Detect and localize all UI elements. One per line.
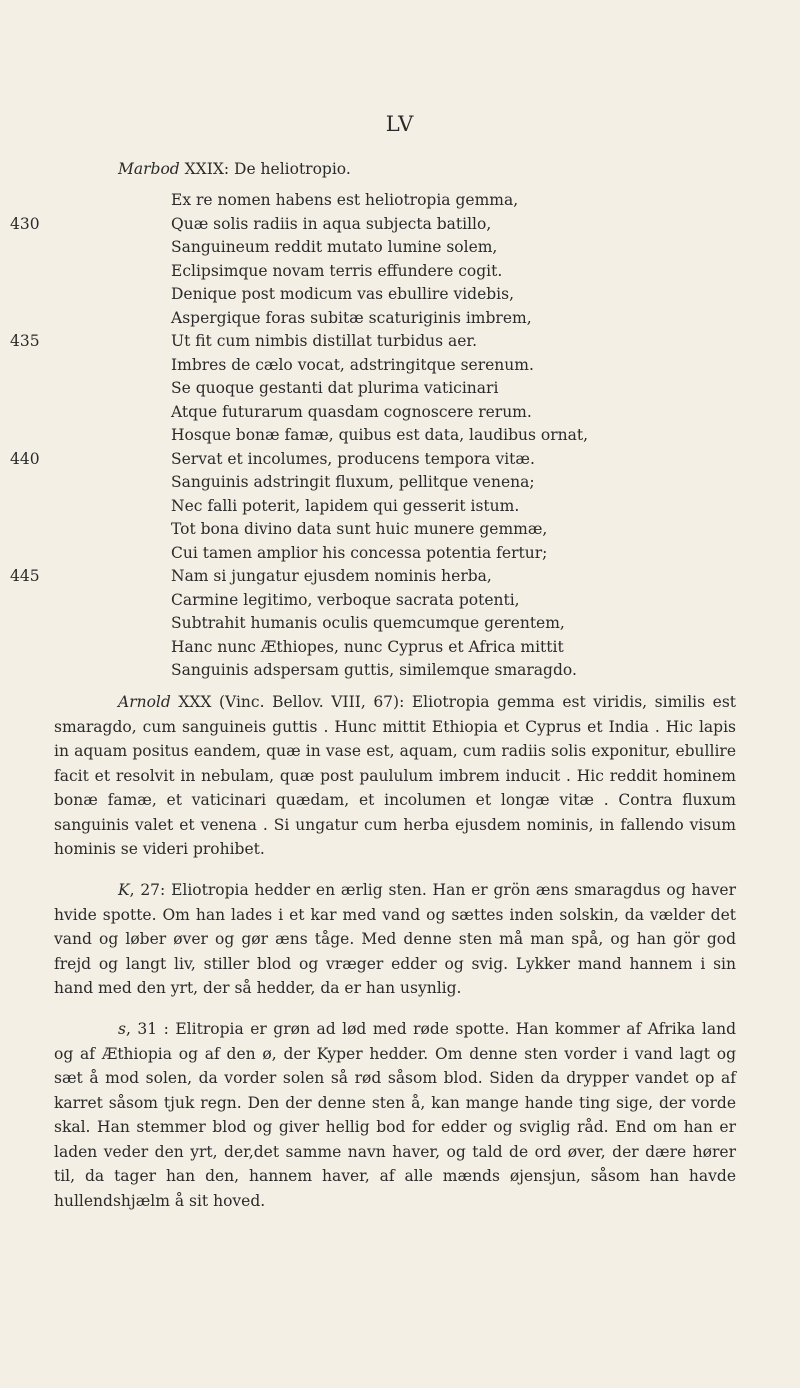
line-number: 445 (10, 567, 40, 585)
poem-line (171, 354, 731, 378)
line-number: 430 (10, 214, 40, 233)
poem-line-text: Sanguinis adspersam guttis, similemque smaragdo. (171, 661, 577, 679)
heading-title: XXIX: De heliotropio. (184, 160, 351, 178)
poem-line-text: Sanguinis adstringit fluxum, pellitque venena; (171, 473, 535, 491)
poem-line (171, 542, 731, 566)
poem-line-text: Carmine legitimo, verboque sacrata potenti, (171, 590, 520, 609)
poem-line (171, 518, 731, 542)
poem-line-text: Tot bona divino data sunt huic munere gemmæ, (171, 520, 548, 538)
paragraph-text: , 31 : Elitropia er grøn ad lød med røde spotte. Han kommer af Afrika land og af Æthiopia og af den ø, der Kyper hedder. Om denne sten vorder i vand lagt og sæt å mod solen, da vorder solen så rød såsom blod. Siden da drypper vandet op af karret såsom tjuk regn. Den der denne sten å, kan mange hande ting sige, der vorde skal. Han stemmer blod og giver hellig bod for edder og sviglig råd. End om han er laden veder den yrt, der,det samme navn haver, og tald de ord øver, der dære hører til, da tager han den, hannem haver, af alle mænds øjensjun, såsom han havde hullendshjælm å sit hoved. (54, 1020, 736, 1210)
poem-line (10, 565, 731, 589)
poem-line-text: Eclipsimque novam terris effundere cogit. (171, 261, 503, 280)
latin-poem (10, 189, 731, 683)
poem-line-text: Hosque bonæ famæ, quibus est data, laudibus ornat, (171, 426, 589, 444)
poem-line-text: Hanc nunc Æthiopes, nunc Cyprus et Africa mittit (171, 637, 564, 656)
section-heading (118, 160, 351, 178)
poem-line-text: Se quoque gestanti dat plurima vaticinari (171, 379, 499, 397)
poem-line-text: Ut fit cum nimbis distillat turbidus aer. (171, 332, 478, 350)
poem-line-text: Servat et incolumes, producens tempora vitæ. (171, 449, 535, 468)
poem-line (171, 659, 731, 683)
poem-line (171, 612, 731, 636)
poem-line (171, 495, 731, 519)
poem-line (171, 377, 731, 401)
poem-line (171, 260, 731, 284)
poem-line-text: Quæ solis radiis in aqua subjecta batillo, (171, 214, 492, 233)
poem-line-text: Nam si jungatur ejusdem nominis herba, (171, 567, 492, 585)
paragraph-arnold (54, 690, 736, 862)
poem-line-text: Subtrahit humanis oculis quemcumque gerentem, (171, 614, 565, 632)
poem-line-text: Imbres de cælo vocat, adstringitque serenum. (171, 355, 534, 374)
poem-line (10, 330, 731, 354)
paragraph-source: K (118, 881, 130, 899)
poem-line-text: Cui tamen amplior his concessa potentia fertur; (171, 543, 548, 562)
poem-line (171, 307, 731, 331)
poem-line (171, 401, 731, 425)
paragraph-text: XXX (Vinc. Bellov. VIII, 67): Eliotropia gemma est viridis, similis est smaragdo, cum sanguineis guttis . Hunc mittit Ethiopia et Cyprus et India . Hic lapis in aquam positus eandem, quæ in vase est, aquam, cum radiis solis exponitur, ebullire facit et resolvit in nebulam, quæ post paululum imbrem inducit . Hic reddit hominem bonæ famæ, et vaticinari quædam, et incolumen et longæ vitæ . Contra fluxum sanguinis valet et venena . Si ungatur cum herba ejusdem nominis, in fallendo visum hominis se videri prohibet. (54, 693, 736, 858)
line-number: 440 (10, 449, 40, 468)
poem-line (10, 448, 731, 472)
paragraph-source: s (118, 1020, 126, 1038)
heading-source: Marbod (118, 160, 180, 178)
paragraph-k (54, 878, 736, 1001)
poem-line-text: Nec falli poterit, lapidem qui gesserit istum. (171, 496, 520, 515)
poem-line-text: Ex re nomen habens est heliotropia gemma, (171, 191, 519, 209)
line-number: 435 (10, 332, 40, 350)
poem-line (171, 589, 731, 613)
poem-line (171, 424, 731, 448)
paragraph-s (54, 1017, 736, 1213)
poem-line (171, 189, 731, 213)
page-number: LV (385, 112, 415, 136)
paragraph-source: Arnold (118, 693, 171, 711)
poem-line (10, 213, 731, 237)
poem-line (171, 636, 731, 660)
poem-line-text: Sanguineum reddit mutato lumine solem, (171, 238, 498, 256)
poem-line-text: Denique post modicum vas ebullire videbis, (171, 285, 515, 303)
poem-line (171, 471, 731, 495)
poem-line (171, 236, 731, 260)
poem-line-text: Aspergique foras subitæ scaturiginis imbrem, (171, 308, 532, 327)
poem-line-text: Atque futurarum quasdam cognoscere rerum. (171, 402, 532, 421)
poem-line (171, 283, 731, 307)
paragraph-text: , 27: Eliotropia hedder en ærlig sten. Han er grön æns smaragdus og haver hvide spotte. Om han lades i et kar med vand og sættes inden solskin, da vælder det vand og løber øver og gør æns tåge. Med denne sten må man spå, og han gör god frejd og langt liv, stiller blod og vræger edder og svig. Lykker mand hannem i sin hand med den yrt, der så hedder, da er han usynlig. (54, 881, 736, 997)
